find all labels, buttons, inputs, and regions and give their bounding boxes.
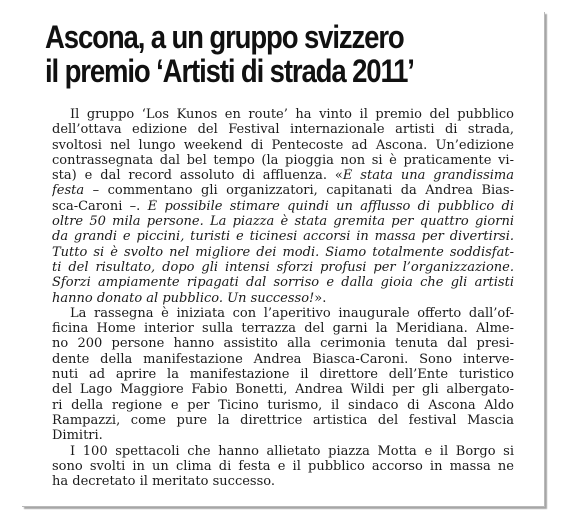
- text-line: [52, 336, 514, 351]
- italic-text: È possibile stimare quindi un afflusso di pubblico di: [147, 198, 514, 214]
- italic-text: hanno donato al pubblico. Un successo!: [52, 290, 315, 306]
- paragraph: [52, 444, 514, 490]
- text-line: [52, 428, 514, 443]
- text-line: [52, 153, 514, 168]
- headline-line-2: il premio ‘Artisti di strada 2011’: [45, 53, 414, 89]
- text: – commentano gli organizzatori, capitanati da Andrea Bias-: [84, 183, 514, 199]
- text-line: [52, 107, 514, 122]
- paragraph: [52, 306, 514, 444]
- text: contrassegnata dal bel tempo (la pioggia non si è praticamente vi-: [52, 152, 514, 168]
- text-line: [52, 352, 514, 367]
- italic-text: oltre 50 mila persone. La piazza è stata gremita per quattro giorni: [52, 214, 514, 230]
- headline-line-1: Ascona, a un gruppo svizzero: [45, 19, 404, 55]
- text-line: [52, 306, 514, 321]
- italic-text: ti del risultato, dopo gli intensi sforzi profusi per l’organizzazione.: [52, 259, 514, 275]
- text-line: [52, 199, 514, 214]
- text: Il gruppo ‘Los Kunos en route’ ha vinto il premio del pubblico: [70, 107, 514, 122]
- text: ficina Home interior sulla terrazza del garni la Meridiana. Alme-: [52, 321, 514, 337]
- text: del Lago Maggiore Fabio Bonetti, Andrea Wildi per gli albergato-: [52, 382, 514, 398]
- text-line: [52, 168, 514, 183]
- text: sono svolti in un clima di festa e il pubblico accorso in massa ne: [52, 458, 514, 474]
- text-line: [52, 214, 514, 229]
- text-line: [52, 183, 514, 198]
- text: ha decretato il meritato successo.: [52, 474, 275, 490]
- article-body: [52, 107, 514, 489]
- text: Dimitri.: [52, 428, 103, 444]
- text: svoltosi nel lungo weekend di Pentecoste ad Ascona. Un’edizione: [52, 137, 514, 153]
- headline: [45, 20, 458, 88]
- text: ri della regione e per Ticino turismo, il sindaco di Ascona Aldo: [52, 397, 514, 413]
- italic-text: festa: [52, 183, 85, 199]
- text-line: [52, 413, 514, 428]
- text-line: [52, 382, 514, 397]
- text: I 100 spettacoli che hanno allietato piazza Motta e il Borgo si: [70, 443, 514, 459]
- text-line: [52, 122, 514, 137]
- text: La rassegna è iniziata con l’aperitivo inaugurale offerto dall’of-: [70, 305, 514, 321]
- text-line: [52, 245, 514, 260]
- text-line: [52, 459, 514, 474]
- text-line: [52, 367, 514, 382]
- text-line: [52, 398, 514, 413]
- text: dell’ottava edizione del Festival internazionale artisti di strada,: [52, 122, 514, 138]
- text-line: [52, 474, 514, 489]
- paragraph: [52, 107, 514, 306]
- text: dente della manifestazione Andrea Biasca-Caroni. Sono interve-: [52, 351, 514, 367]
- italic-text: Sforzi ampiamente ripagati dal sorriso e dalla gioia che gli artisti: [52, 275, 514, 291]
- text: sca-Caroni –.: [52, 198, 148, 214]
- text: nuti ad aprire la manifestazione il direttore dell’Ente turistico: [52, 367, 514, 383]
- text-line: [52, 229, 514, 244]
- italic-text: da grandi e piccini, turisti e ticinesi accorsi in massa per divertirsi.: [52, 229, 514, 245]
- text-line: [52, 138, 514, 153]
- text: Rampazzi, come pure la direttrice artistica del festival Mascia: [52, 412, 514, 428]
- text: no 200 persone hanno assistito alla cerimonia tenuta dal presi-: [52, 336, 514, 352]
- italic-text: È stata una grandissima: [342, 168, 514, 184]
- text-line: [52, 444, 514, 459]
- text-line: [52, 275, 514, 290]
- text-line: [52, 260, 514, 275]
- text-line: [52, 291, 514, 306]
- text: ».: [314, 290, 327, 306]
- text: sta) e dal record assoluto di affluenza. «: [52, 168, 343, 184]
- italic-text: Tutto si è svolto nel migliore dei modi. Siamo totalmente soddisfat-: [52, 244, 514, 260]
- text-line: [52, 321, 514, 336]
